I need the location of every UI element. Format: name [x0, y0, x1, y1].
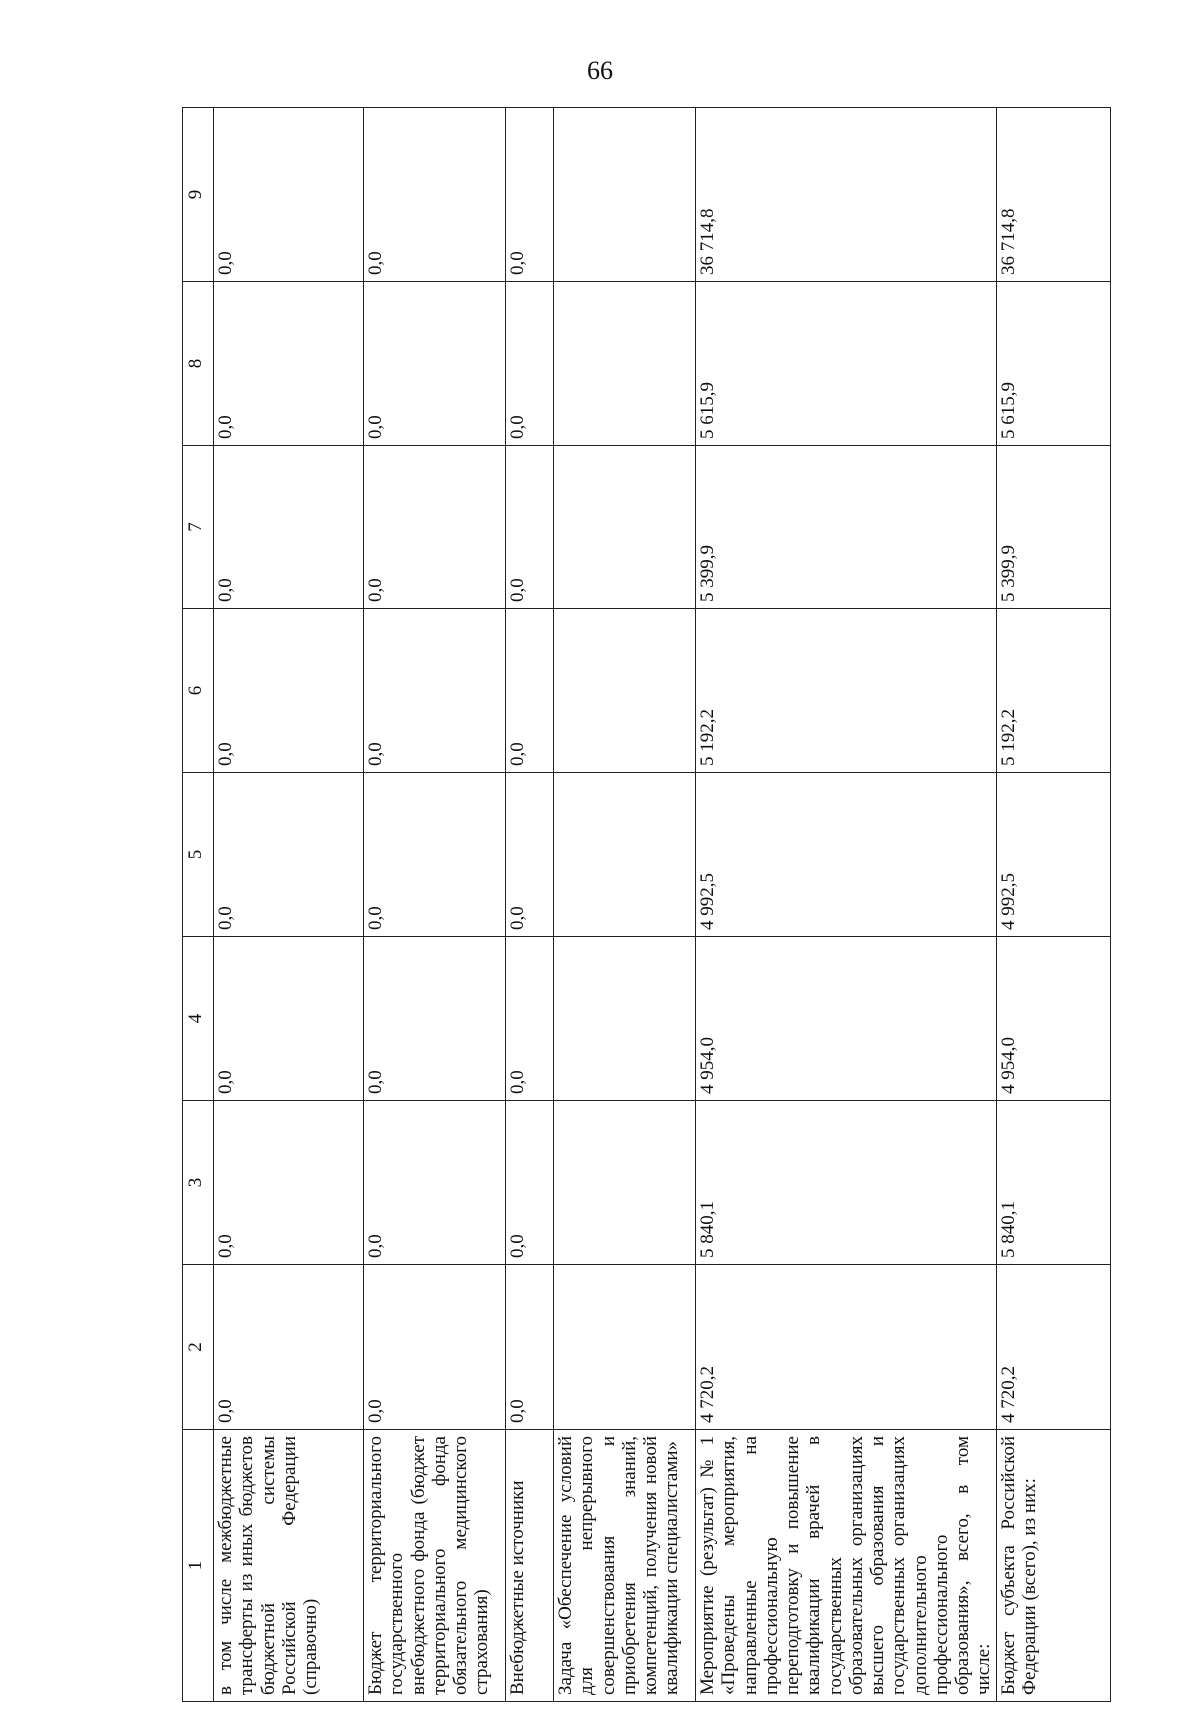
column-header-2: 2: [183, 1265, 214, 1430]
value-cell: 5 840,1: [696, 1101, 997, 1265]
value-cell: 0,0: [364, 108, 506, 282]
value-cell: 4 954,0: [996, 937, 1110, 1101]
value-cell: 4 720,2: [996, 1265, 1110, 1430]
value-cell: 36 714,8: [696, 108, 997, 282]
table-row: [506, 108, 554, 1702]
row-label: в том числе межбюджетные трансферты из иных бюджетов бюджетной системы Российской Федерации (справочно): [214, 1430, 364, 1702]
value-cell: 0,0: [364, 446, 506, 609]
value-cell: 0,0: [506, 937, 554, 1101]
value-cell: 0,0: [506, 108, 554, 282]
value-cell: 0,0: [364, 1265, 506, 1430]
table-body: [214, 108, 1111, 1702]
value-cell: 0,0: [214, 773, 364, 937]
table-row: [996, 108, 1110, 1702]
value-cell: 0,0: [214, 1265, 364, 1430]
value-cell: 5 615,9: [696, 282, 997, 446]
value-cell: [554, 609, 696, 773]
value-cell: 0,0: [364, 609, 506, 773]
value-cell: 0,0: [214, 1101, 364, 1265]
value-cell: 0,0: [506, 1101, 554, 1265]
table-row: [214, 108, 364, 1702]
column-header-4: 4: [183, 937, 214, 1101]
table-row: [364, 108, 506, 1702]
value-cell: [554, 108, 696, 282]
value-cell: 5 615,9: [996, 282, 1110, 446]
row-label: Бюджет территориального государственного внебюджетного фонда (бюджет территориального фонда обязательного медицинского страхования): [364, 1430, 506, 1702]
row-label: Бюджет субъекта Российской Федерации (всего), из них:: [996, 1430, 1110, 1702]
value-cell: 4 720,2: [696, 1265, 997, 1430]
row-label: Внебюджетные источники: [506, 1430, 554, 1702]
value-cell: 0,0: [214, 282, 364, 446]
value-cell: [554, 1265, 696, 1430]
value-cell: [554, 282, 696, 446]
table-header: [183, 108, 214, 1702]
value-cell: 0,0: [214, 446, 364, 609]
column-header-7: 7: [183, 446, 214, 609]
value-cell: 0,0: [506, 446, 554, 609]
value-cell: [554, 773, 696, 937]
column-header-3: 3: [183, 1101, 214, 1265]
column-header-5: 5: [183, 773, 214, 937]
value-cell: 0,0: [214, 937, 364, 1101]
value-cell: 0,0: [364, 1101, 506, 1265]
column-header-6: 6: [183, 609, 214, 773]
column-header-8: 8: [183, 282, 214, 446]
value-cell: 5 399,9: [996, 446, 1110, 609]
row-label: Мероприятие (результат) № 1 «Проведены мероприятия, направленные на профессиональную переподготовку и повышение квалификации врачей в государственных образовательных организациях высшего образования и государственных организациях дополнительного профессионального образования», всего, в том числе:: [696, 1430, 997, 1702]
value-cell: 5 399,9: [696, 446, 997, 609]
value-cell: 5 192,2: [696, 609, 997, 773]
row-label: Задача «Обеспечение условий для непрерывного совершенствования и приобретения знаний, компетенций, получения новой квалификации специалистами»: [554, 1430, 696, 1702]
value-cell: 0,0: [506, 609, 554, 773]
value-cell: 0,0: [214, 108, 364, 282]
value-cell: [554, 446, 696, 609]
value-cell: [554, 937, 696, 1101]
table-row: [554, 108, 696, 1702]
value-cell: 0,0: [506, 773, 554, 937]
value-cell: 0,0: [364, 773, 506, 937]
table-row: [696, 108, 997, 1702]
value-cell: [554, 1101, 696, 1265]
value-cell: 4 992,5: [996, 773, 1110, 937]
value-cell: 5 192,2: [996, 609, 1110, 773]
value-cell: 4 954,0: [696, 937, 997, 1101]
page-number: 66: [587, 56, 613, 85]
value-cell: 36 714,8: [996, 108, 1110, 282]
column-header-9: 9: [183, 108, 214, 282]
header-row: [183, 108, 214, 1702]
column-header-1: 1: [183, 1430, 214, 1702]
rotated-table-wrapper: [182, 108, 1086, 1702]
value-cell: 0,0: [364, 937, 506, 1101]
value-cell: 5 840,1: [996, 1101, 1110, 1265]
value-cell: 0,0: [506, 282, 554, 446]
value-cell: 0,0: [506, 1265, 554, 1430]
budget-table: [182, 107, 1111, 1702]
value-cell: 0,0: [214, 609, 364, 773]
value-cell: 4 992,5: [696, 773, 997, 937]
value-cell: 0,0: [364, 282, 506, 446]
